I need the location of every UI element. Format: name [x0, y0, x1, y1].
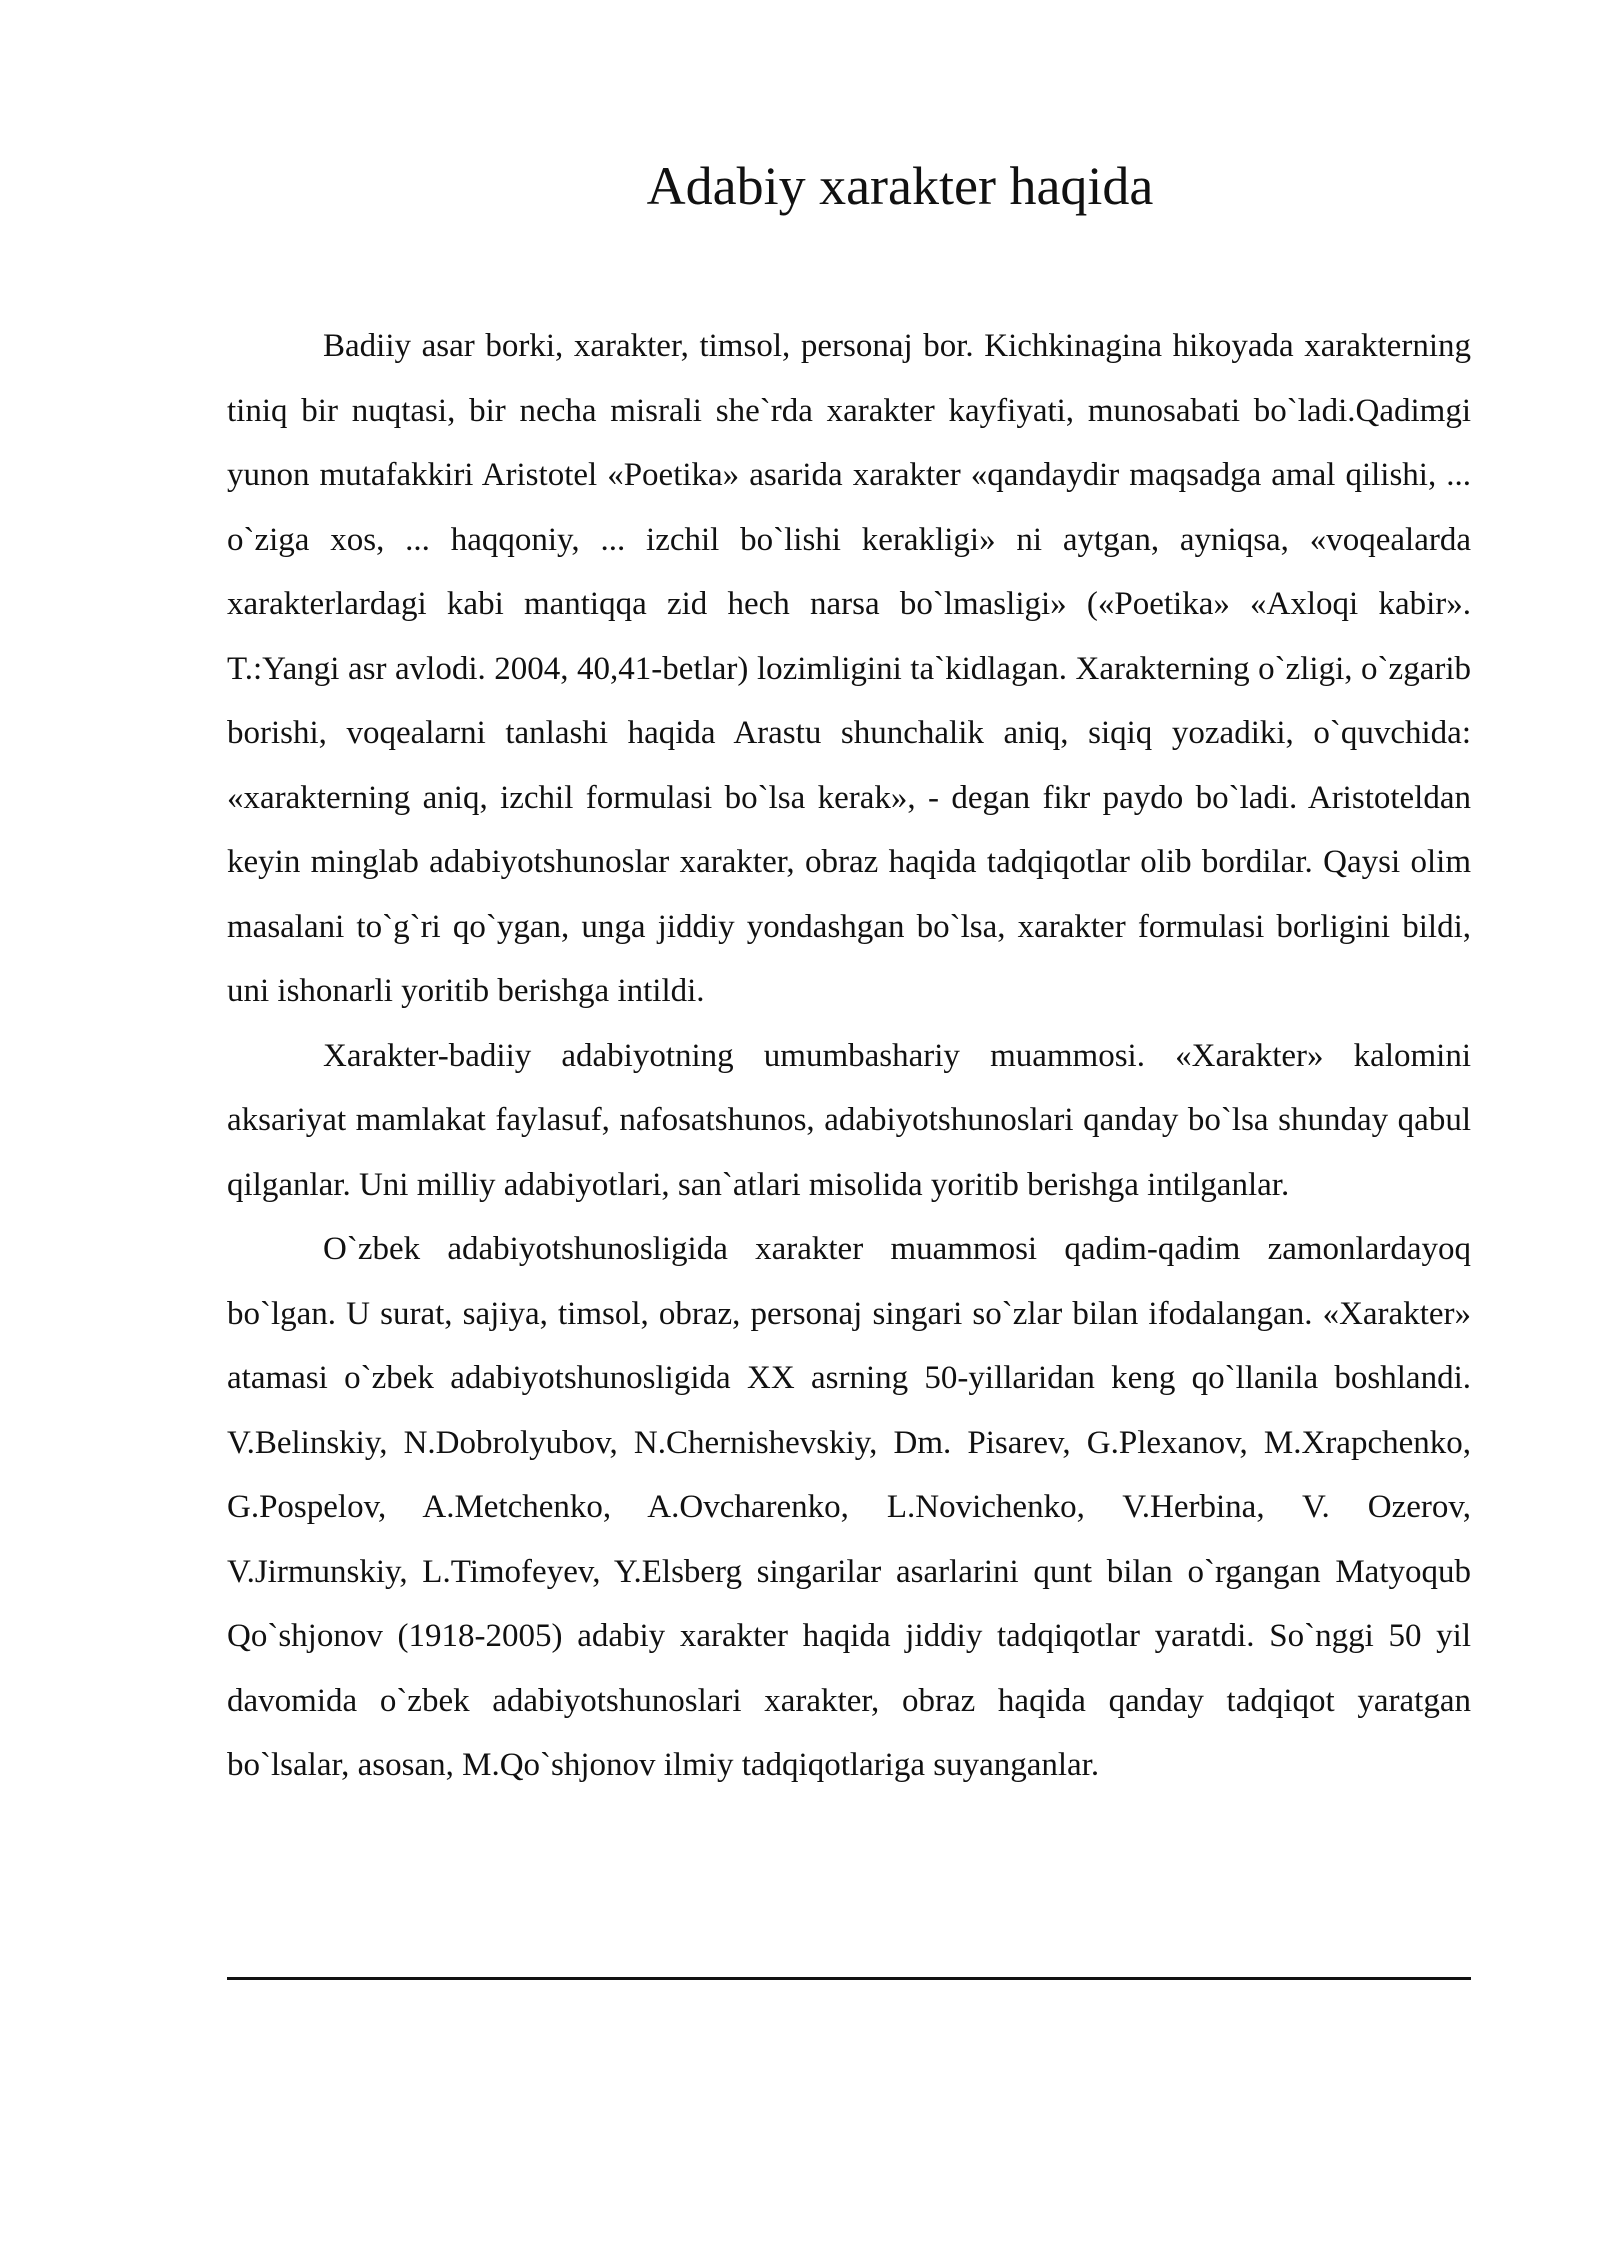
paragraph-1: Badiiy asar borki, xarakter, timsol, personaj bor. Kichkinagina hikoyada xarakterning tiniq bir nuqtasi, bir necha misrali she`rda xarakter kayfiyati, munosabati bo`ladi.Qadimgi yunon mutafakkiri Aristotel «Poetika» asarida xarakter «qandaydir maqsadga amal qilishi, ... o`ziga xos, ... haqqoniy, ... izchil bo`lishi kerakligi» ni aytgan, ayniqsa, «voqealarda xarakterlardagi kabi mantiqqa zid hech narsa bo`lmasligi» («Poetika» «Axloqi kabir». T.:Yangi asr avlodi. 2004, 40,41-betlar) lozimligini ta`kidlagan. Xarakterning o`zligi, o`zgarib borishi, voqealarni tanlashi haqida Arastu shunchalik aniq, siqiq yozadiki, o`quvchida: «xarakterning aniq, izchil formulasi bo`lsa kerak», - degan fikr paydo bo`ladi. Aristoteldan keyin minglab adabiyotshunoslar xarakter, obraz haqida tadqiqotlar olib bordilar. Qaysi olim masalani to`g`ri qo`ygan, unga jiddiy yondashgan bo`lsa, xarakter formulasi borligini bildi, uni ishonarli yoritib berishga intildi.: [227, 328, 1471, 1009]
paragraph-3: O`zbek adabiyotshunosligida xarakter muammosi qadim-qadim zamonlardayoq bo`lgan. U surat, sajiya, timsol, obraz, personaj singari so`zlar bilan ifodalangan. «Xarakter» atamasi o`zbek adabiyotshunosligida XX asrning 50-yillaridan keng qo`llanila boshlandi. V.Belinskiy, N.Dobrolyubov, N.Chernishevskiy, Dm. Pisarev, G.Plexanov, M.Xrapchenko, G.Pospelov, A.Metchenko, A.Ovcharenko, L.Novichenko, V.Herbina, V. Ozerov, V.Jirmunskiy, L.Timofeyev, Y.Elsberg singarilar asarlarini qunt bilan o`rgangan Matyoqub Qo`shjonov (1918-2005) adabiy xarakter haqida jiddiy tadqiqotlar yaratdi. So`nggi 50 yil davomida o`zbek adabiyotshunoslari xarakter, obraz haqida qanday tadqiqot yaratgan bo`lsalar, asosan, M.Qo`shjonov ilmiy tadqiqotlariga suyanganlar.: [227, 1231, 1471, 1783]
paragraph-2: Xarakter-badiiy adabiyotning umumbashariy muammosi. «Xarakter» kalomini aksariyat mamlakat faylasuf, nafosatshunos, adabiyotshunoslari qanday bo`lsa shunday qabul qilganlar. Uni milliy adabiyotlari, san`atlari misolida yoritib berishga intilganlar.: [227, 1037, 1471, 1203]
document-body: [227, 314, 1471, 1798]
bottom-rule: [227, 1977, 1471, 1980]
page-title: Adabiy xarakter haqida: [646, 156, 1154, 216]
